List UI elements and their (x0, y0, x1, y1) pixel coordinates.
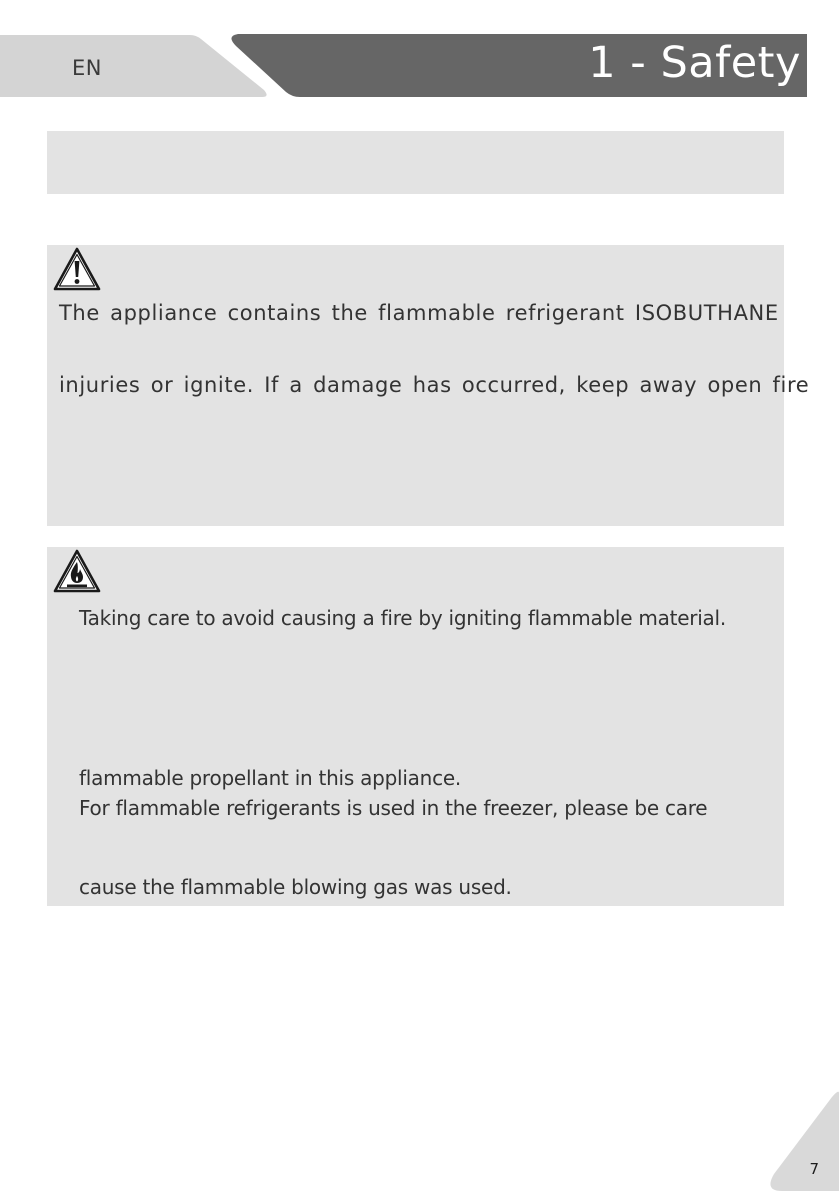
warning-line-1: The appliance contains the flammable refrigerant ISOBUTHANE (59, 301, 779, 325)
empty-info-box (47, 131, 784, 194)
language-tab (0, 35, 267, 97)
chapter-title: 1 - Safety (588, 38, 801, 88)
fire-line-4: cause the flammable blowing gas was used. (79, 875, 512, 899)
warning-line-2: injuries or ignite. If a damage has occurred, keep away open fire (59, 373, 810, 397)
fire-box (47, 547, 784, 906)
fire-line-1: Taking care to avoid causing a fire by igniting flammable material. (79, 606, 726, 630)
warning-triangle-icon (51, 245, 103, 293)
page-number: 7 (809, 1160, 819, 1178)
flammable-triangle-icon (51, 547, 103, 595)
warning-box (47, 245, 810, 526)
language-label: EN (72, 56, 102, 80)
fire-line-3: For flammable refrigerants is used in the freezer, please be care (79, 796, 708, 820)
fire-line-2: flammable propellant in this appliance. (79, 766, 461, 790)
page-corner (770, 1092, 839, 1191)
